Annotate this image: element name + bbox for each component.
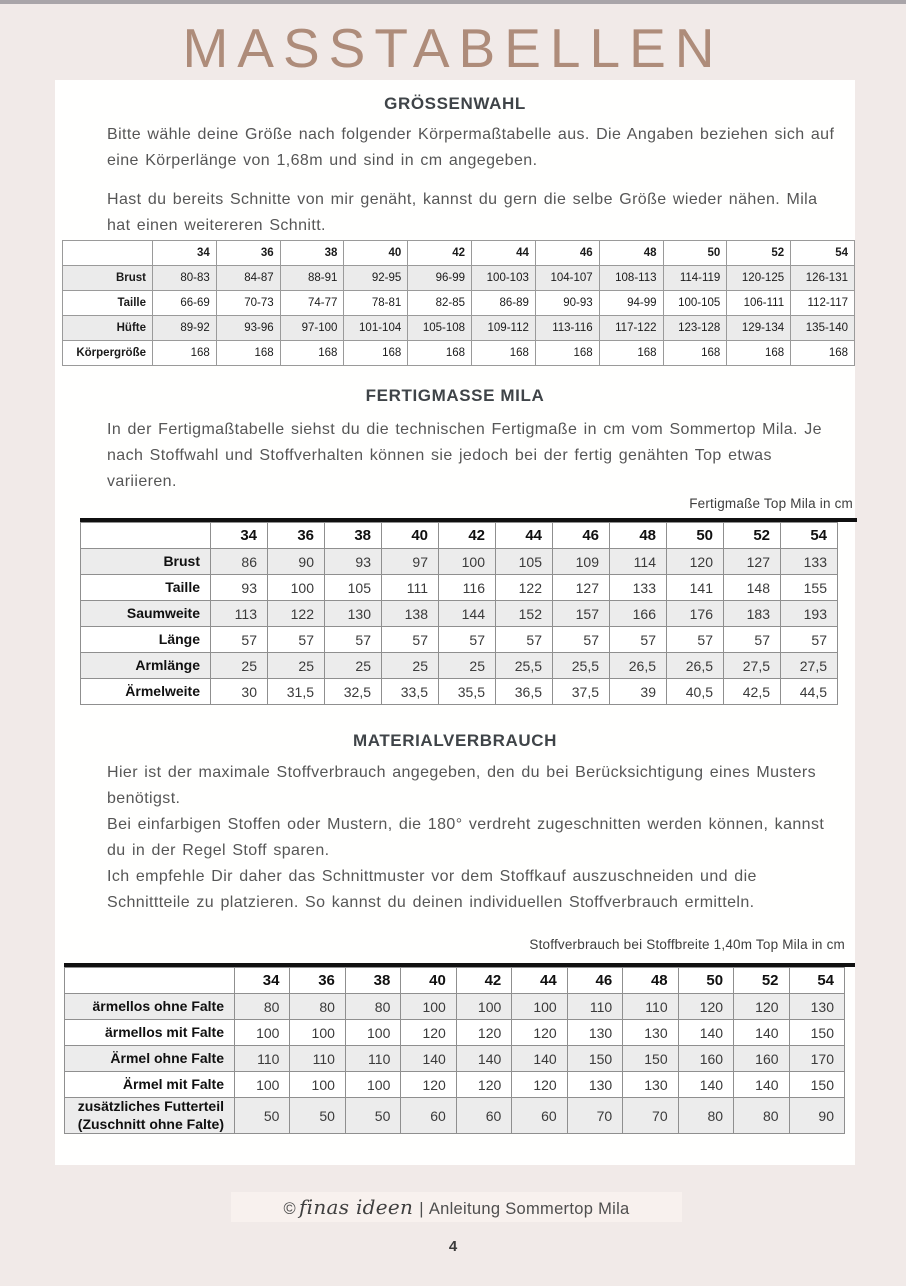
value-cell: 84-87	[216, 266, 280, 291]
value-cell: 110	[623, 994, 678, 1020]
value-cell: 106-111	[727, 291, 791, 316]
table-row	[81, 653, 838, 679]
value-cell: 70	[623, 1098, 678, 1134]
value-cell: 168	[472, 341, 536, 366]
value-cell: 26,5	[667, 653, 724, 679]
materialverbrauch-paragraph-2: Bei einfarbigen Stoffen oder Mustern, die 180° verdreht zugeschnitten werden können, kannst du in der Regel Stoff sparen.	[107, 816, 825, 859]
value-cell: 120	[401, 1072, 456, 1098]
table-row	[65, 1020, 845, 1046]
value-cell: 60	[401, 1098, 456, 1134]
value-cell: 96-99	[408, 266, 472, 291]
value-cell: 120	[667, 549, 724, 575]
value-cell: 57	[496, 627, 553, 653]
value-cell: 130	[623, 1072, 678, 1098]
value-cell: 57	[382, 627, 439, 653]
row-label: Länge	[81, 627, 211, 653]
size-column-header: 34	[235, 968, 290, 994]
table-row	[65, 1098, 845, 1134]
value-cell: 130	[325, 601, 382, 627]
value-cell: 50	[235, 1098, 290, 1134]
value-cell: 104-107	[535, 266, 599, 291]
size-column-header: 38	[325, 523, 382, 549]
table-corner-cell	[65, 968, 235, 994]
size-column-header: 42	[456, 968, 511, 994]
brand-logo-script: finas ideen	[298, 1195, 414, 1219]
value-cell: 94-99	[599, 291, 663, 316]
value-cell: 138	[382, 601, 439, 627]
value-cell: 80-83	[153, 266, 217, 291]
size-column-header: 38	[280, 241, 344, 266]
row-label: Armlänge	[81, 653, 211, 679]
value-cell: 30	[211, 679, 268, 705]
value-cell: 50	[345, 1098, 400, 1134]
value-cell: 105	[496, 549, 553, 575]
value-cell: 57	[781, 627, 838, 653]
value-cell: 100	[235, 1072, 290, 1098]
row-label: Ärmelweite	[81, 679, 211, 705]
value-cell: 100-105	[663, 291, 727, 316]
value-cell: 130	[789, 994, 844, 1020]
value-cell: 127	[724, 549, 781, 575]
value-cell: 148	[724, 575, 781, 601]
value-cell: 140	[678, 1072, 733, 1098]
table-row	[81, 549, 838, 575]
value-cell: 122	[268, 601, 325, 627]
value-cell: 31,5	[268, 679, 325, 705]
value-cell: 90	[268, 549, 325, 575]
value-cell: 130	[567, 1072, 622, 1098]
value-cell: 166	[610, 601, 667, 627]
value-cell: 120	[734, 994, 789, 1020]
value-cell: 82-85	[408, 291, 472, 316]
value-cell: 144	[439, 601, 496, 627]
page-number: 4	[448, 1238, 458, 1255]
stoffverbrauch-table	[64, 967, 845, 1134]
groessenwahl-paragraph-2: Hast du bereits Schnitte von mir genäht, kannst du gern die selbe Größe wieder nähen. Mila hat einen weitereren Schnitt.	[107, 191, 818, 234]
table-row	[81, 679, 838, 705]
size-column-header: 38	[345, 968, 400, 994]
value-cell: 97-100	[280, 316, 344, 341]
size-column-header: 48	[610, 523, 667, 549]
value-cell: 105-108	[408, 316, 472, 341]
value-cell: 168	[153, 341, 217, 366]
value-cell: 130	[567, 1020, 622, 1046]
value-cell: 114	[610, 549, 667, 575]
value-cell: 140	[401, 1046, 456, 1072]
value-cell: 168	[791, 341, 855, 366]
row-label: Taille	[81, 575, 211, 601]
value-cell: 25	[211, 653, 268, 679]
value-cell: 100	[290, 1020, 345, 1046]
value-cell: 32,5	[325, 679, 382, 705]
size-column-header: 48	[599, 241, 663, 266]
value-cell: 120	[678, 994, 733, 1020]
materialverbrauch-paragraph-1: Hier ist der maximale Stoffverbrauch angegeben, den du bei Berücksichtigung eines Musters benötigst.	[107, 764, 817, 807]
value-cell: 129-134	[727, 316, 791, 341]
value-cell: 133	[610, 575, 667, 601]
value-cell: 183	[724, 601, 781, 627]
value-cell: 78-81	[344, 291, 408, 316]
row-label: Taille	[63, 291, 153, 316]
value-cell: 109-112	[472, 316, 536, 341]
footer-separator: |	[419, 1200, 424, 1218]
value-cell: 114-119	[663, 266, 727, 291]
size-column-header: 52	[724, 523, 781, 549]
value-cell: 70-73	[216, 291, 280, 316]
row-label: Ärmel ohne Falte	[65, 1046, 235, 1072]
value-cell: 150	[567, 1046, 622, 1072]
value-cell: 110	[345, 1046, 400, 1072]
size-column-header: 36	[268, 523, 325, 549]
materialverbrauch-paragraph-3: Ich empfehle Dir daher das Schnittmuster vor dem Stoffkauf auszuschneiden und die Schnittteile zu platzieren. So kannst du deinen individuellen Stoffverbrauch ermitteln.	[107, 868, 757, 911]
value-cell: 97	[382, 549, 439, 575]
row-label: ärmellos mit Falte	[65, 1020, 235, 1046]
value-cell: 116	[439, 575, 496, 601]
page-title: MASSTABELLEN	[182, 17, 724, 79]
value-cell: 168	[599, 341, 663, 366]
value-cell: 60	[512, 1098, 567, 1134]
footer-band	[231, 1192, 682, 1222]
size-column-header: 52	[734, 968, 789, 994]
value-cell: 100	[268, 575, 325, 601]
value-cell: 86-89	[472, 291, 536, 316]
table-caption-fertigmasse: Fertigmaße Top Mila in cm	[689, 496, 853, 511]
value-cell: 168	[344, 341, 408, 366]
value-cell: 117-122	[599, 316, 663, 341]
value-cell: 57	[553, 627, 610, 653]
value-cell: 120	[401, 1020, 456, 1046]
value-cell: 93-96	[216, 316, 280, 341]
value-cell: 39	[610, 679, 667, 705]
table-row	[65, 1072, 845, 1098]
value-cell: 37,5	[553, 679, 610, 705]
value-cell: 141	[667, 575, 724, 601]
value-cell: 140	[734, 1072, 789, 1098]
value-cell: 140	[456, 1046, 511, 1072]
value-cell: 93	[325, 549, 382, 575]
value-cell: 25,5	[553, 653, 610, 679]
section-heading-materialverbrauch: MATERIALVERBRAUCH	[352, 731, 558, 750]
table-row	[63, 291, 855, 316]
table-row	[65, 994, 845, 1020]
section-heading-groessenwahl: GRÖSSENWAHL	[384, 94, 526, 113]
value-cell: 25,5	[496, 653, 553, 679]
value-cell: 57	[325, 627, 382, 653]
value-cell: 109	[553, 549, 610, 575]
materialverbrauch-paragraphs	[107, 760, 837, 916]
size-column-header: 42	[408, 241, 472, 266]
size-column-header: 54	[781, 523, 838, 549]
value-cell: 100	[345, 1020, 400, 1046]
value-cell: 50	[290, 1098, 345, 1134]
size-column-header: 46	[567, 968, 622, 994]
value-cell: 113	[211, 601, 268, 627]
value-cell: 168	[408, 341, 472, 366]
table-header-row	[65, 968, 845, 994]
value-cell: 100-103	[472, 266, 536, 291]
value-cell: 44,5	[781, 679, 838, 705]
value-cell: 111	[382, 575, 439, 601]
value-cell: 176	[667, 601, 724, 627]
value-cell: 25	[439, 653, 496, 679]
fertigmasse-paragraph: In der Fertigmaßtabelle siehst du die technischen Fertigmaße in cm vom Sommertop Mila. Je nach Stoffwahl und Stoffverhalten können sie jedoch bei der fertig genähten Top etwas variieren.	[107, 421, 822, 490]
copyright-symbol: ©	[283, 1200, 296, 1218]
size-column-header: 50	[678, 968, 733, 994]
table-row	[81, 601, 838, 627]
size-column-header: 34	[153, 241, 217, 266]
value-cell: 120	[456, 1020, 511, 1046]
value-cell: 112-117	[791, 291, 855, 316]
stoffverbrauch-table-wrapper	[64, 963, 855, 1134]
value-cell: 113-116	[535, 316, 599, 341]
row-label: Brust	[63, 266, 153, 291]
table-corner-cell	[63, 241, 153, 266]
value-cell: 27,5	[724, 653, 781, 679]
row-label: Körpergröße	[63, 341, 153, 366]
value-cell: 93	[211, 575, 268, 601]
table-row	[81, 575, 838, 601]
value-cell: 155	[781, 575, 838, 601]
value-cell: 120-125	[727, 266, 791, 291]
value-cell: 168	[663, 341, 727, 366]
value-cell: 89-92	[153, 316, 217, 341]
table-corner-cell	[81, 523, 211, 549]
value-cell: 120	[456, 1072, 511, 1098]
value-cell: 90	[789, 1098, 844, 1134]
value-cell: 80	[678, 1098, 733, 1134]
row-label: Brust	[81, 549, 211, 575]
value-cell: 150	[789, 1020, 844, 1046]
size-column-header: 46	[535, 241, 599, 266]
size-column-header: 50	[667, 523, 724, 549]
value-cell: 140	[734, 1020, 789, 1046]
table-row	[81, 627, 838, 653]
value-cell: 120	[512, 1072, 567, 1098]
value-cell: 133	[781, 549, 838, 575]
content-panel	[55, 80, 855, 1165]
value-cell: 100	[401, 994, 456, 1020]
groessenwahl-paragraph-1: Bitte wähle deine Größe nach folgender Körpermaßtabelle aus. Die Angaben beziehen sich auf eine Körperlänge von 1,68m und sind in cm angegeben.	[107, 126, 835, 169]
value-cell: 25	[268, 653, 325, 679]
size-column-header: 44	[512, 968, 567, 994]
value-cell: 80	[345, 994, 400, 1020]
size-column-header: 50	[663, 241, 727, 266]
value-cell: 57	[667, 627, 724, 653]
size-column-header: 40	[382, 523, 439, 549]
value-cell: 150	[789, 1072, 844, 1098]
value-cell: 152	[496, 601, 553, 627]
value-cell: 36,5	[496, 679, 553, 705]
value-cell: 101-104	[344, 316, 408, 341]
row-label: ärmellos ohne Falte	[65, 994, 235, 1020]
size-column-header: 44	[496, 523, 553, 549]
size-column-header: 42	[439, 523, 496, 549]
row-label: Hüfte	[63, 316, 153, 341]
value-cell: 170	[789, 1046, 844, 1072]
value-cell: 66-69	[153, 291, 217, 316]
size-column-header: 40	[344, 241, 408, 266]
size-column-header: 36	[216, 241, 280, 266]
value-cell: 127	[553, 575, 610, 601]
fertigmass-table	[80, 522, 838, 705]
value-cell: 33,5	[382, 679, 439, 705]
value-cell: 168	[216, 341, 280, 366]
table-row	[63, 341, 855, 366]
size-column-header: 34	[211, 523, 268, 549]
value-cell: 110	[290, 1046, 345, 1072]
value-cell: 80	[290, 994, 345, 1020]
top-border-strip	[0, 0, 906, 4]
value-cell: 57	[211, 627, 268, 653]
value-cell: 25	[325, 653, 382, 679]
value-cell: 105	[325, 575, 382, 601]
row-label: Saumweite	[81, 601, 211, 627]
value-cell: 57	[610, 627, 667, 653]
value-cell: 160	[678, 1046, 733, 1072]
value-cell: 157	[553, 601, 610, 627]
value-cell: 130	[623, 1020, 678, 1046]
table-header-row	[63, 241, 855, 266]
value-cell: 27,5	[781, 653, 838, 679]
value-cell: 160	[734, 1046, 789, 1072]
section-heading-fertigmasse: FERTIGMASSE MILA	[365, 386, 545, 405]
value-cell: 100	[290, 1072, 345, 1098]
value-cell: 70	[567, 1098, 622, 1134]
value-cell: 42,5	[724, 679, 781, 705]
value-cell: 140	[512, 1046, 567, 1072]
size-column-header: 40	[401, 968, 456, 994]
footer-label: Anleitung Sommertop Mila	[428, 1200, 630, 1218]
value-cell: 25	[382, 653, 439, 679]
size-column-header: 52	[727, 241, 791, 266]
value-cell: 110	[235, 1046, 290, 1072]
value-cell: 74-77	[280, 291, 344, 316]
value-cell: 88-91	[280, 266, 344, 291]
value-cell: 135-140	[791, 316, 855, 341]
value-cell: 60	[456, 1098, 511, 1134]
value-cell: 108-113	[599, 266, 663, 291]
fertigmass-table-wrapper	[80, 518, 857, 705]
value-cell: 168	[727, 341, 791, 366]
size-column-header: 54	[791, 241, 855, 266]
value-cell: 193	[781, 601, 838, 627]
value-cell: 90-93	[535, 291, 599, 316]
value-cell: 57	[439, 627, 496, 653]
value-cell: 92-95	[344, 266, 408, 291]
size-column-header: 36	[290, 968, 345, 994]
value-cell: 126-131	[791, 266, 855, 291]
value-cell: 168	[535, 341, 599, 366]
size-column-header: 48	[623, 968, 678, 994]
table-row	[63, 266, 855, 291]
value-cell: 86	[211, 549, 268, 575]
value-cell: 40,5	[667, 679, 724, 705]
table-header-row	[81, 523, 838, 549]
row-label: Ärmel mit Falte	[65, 1072, 235, 1098]
value-cell: 100	[439, 549, 496, 575]
value-cell: 100	[235, 1020, 290, 1046]
value-cell: 100	[345, 1072, 400, 1098]
table-row	[65, 1046, 845, 1072]
value-cell: 122	[496, 575, 553, 601]
size-column-header: 46	[553, 523, 610, 549]
value-cell: 150	[623, 1046, 678, 1072]
value-cell: 123-128	[663, 316, 727, 341]
value-cell: 168	[280, 341, 344, 366]
size-column-header: 44	[472, 241, 536, 266]
value-cell: 26,5	[610, 653, 667, 679]
value-cell: 80	[235, 994, 290, 1020]
value-cell: 120	[512, 1020, 567, 1046]
table-row	[63, 316, 855, 341]
value-cell: 140	[678, 1020, 733, 1046]
value-cell: 110	[567, 994, 622, 1020]
value-cell: 80	[734, 1098, 789, 1134]
value-cell: 100	[512, 994, 567, 1020]
value-cell: 100	[456, 994, 511, 1020]
table-caption-stoffverbrauch: Stoffverbrauch bei Stoffbreite 1,40m Top Mila in cm	[529, 937, 845, 952]
koerpermass-table	[62, 240, 855, 366]
size-column-header: 54	[789, 968, 844, 994]
value-cell: 57	[268, 627, 325, 653]
value-cell: 57	[724, 627, 781, 653]
value-cell: 35,5	[439, 679, 496, 705]
row-label: zusätzliches Futterteil (Zuschnitt ohne Falte)	[65, 1098, 235, 1134]
